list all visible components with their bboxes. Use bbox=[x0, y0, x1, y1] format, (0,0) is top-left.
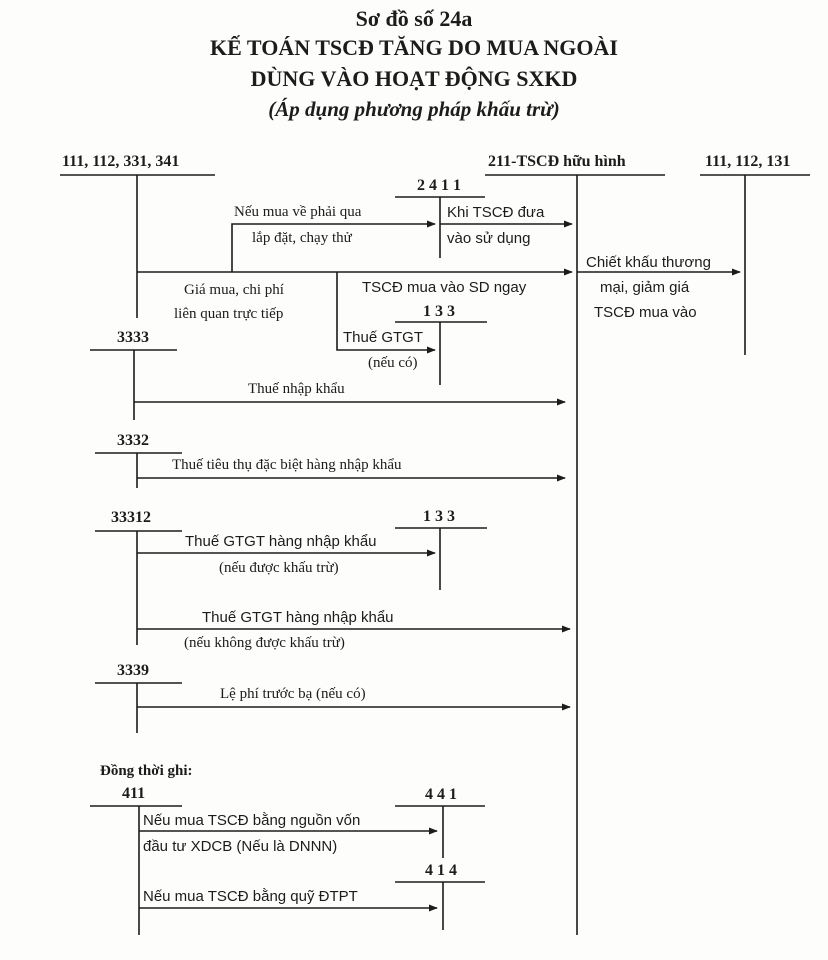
label-excise-tax: Thuế tiêu thụ đặc biệt hàng nhập khẩu bbox=[172, 457, 402, 473]
account-dev-fund-t bbox=[395, 882, 485, 930]
account-refund-label: 111, 112, 131 bbox=[705, 153, 791, 170]
label-import-vat-deductible-line2: (nếu được khấu trừ) bbox=[219, 560, 339, 576]
account-refund-t bbox=[700, 175, 810, 355]
label-vat-line2: (nếu có) bbox=[368, 355, 418, 371]
label-simultaneous: Đồng thời ghi: bbox=[100, 763, 193, 779]
diagram-subtitle: (Áp dụng phương pháp khấu trừ) bbox=[268, 97, 560, 121]
account-excise-tax-t bbox=[95, 453, 182, 488]
label-import-vat-deductible-line1: Thuế GTGT hàng nhập khẩu bbox=[185, 533, 377, 550]
account-vat-mid-t bbox=[395, 528, 487, 590]
account-dev-fund-label: 4 1 4 bbox=[425, 862, 457, 879]
diagram-title-line1: KẾ TOÁN TSCĐ TĂNG DO MUA NGOÀI bbox=[210, 35, 618, 60]
account-import-vat-t bbox=[95, 531, 182, 645]
label-in-use-line2: vào sử dụng bbox=[447, 230, 531, 247]
label-import-vat-nondeductible-line1: Thuế GTGT hàng nhập khẩu bbox=[202, 609, 394, 626]
label-purchase-line1: Giá mua, chi phí bbox=[184, 282, 284, 298]
label-import-vat-nondeductible-line2: (nếu không được khấu trừ) bbox=[184, 635, 345, 651]
account-capital-source-label: 411 bbox=[122, 785, 146, 802]
account-import-tax-t bbox=[90, 350, 177, 420]
label-in-use-line1: Khi TSCĐ đưa bbox=[447, 204, 545, 221]
account-registration-fee-label: 3339 bbox=[117, 662, 149, 679]
label-install-line1: Nếu mua về phải qua bbox=[234, 204, 362, 220]
account-excise-tax-label: 3332 bbox=[117, 432, 149, 449]
account-import-vat-label: 33312 bbox=[111, 509, 151, 526]
label-capital-line2: đầu tư XDCB (Nếu là DNNN) bbox=[143, 838, 338, 855]
label-dev-fund: Nếu mua TSCĐ bằng quỹ ĐTPT bbox=[143, 888, 358, 905]
label-vat-line1: Thuế GTGT bbox=[343, 329, 424, 346]
label-registration-fee: Lệ phí trước bạ (nếu có) bbox=[220, 686, 366, 702]
label-discount-line2: mại, giảm giá bbox=[600, 279, 690, 296]
account-investment-fund-label: 4 4 1 bbox=[425, 786, 457, 803]
label-discount-line3: TSCĐ mua vào bbox=[594, 304, 697, 321]
account-registration-fee-t bbox=[95, 683, 182, 733]
label-capital-line1: Nếu mua TSCĐ bằng nguồn vốn bbox=[143, 812, 361, 829]
account-vat-mid-label: 1 3 3 bbox=[423, 508, 455, 525]
account-cip-label: 2 4 1 1 bbox=[417, 177, 461, 194]
diagram-number: Sơ đồ số 24a bbox=[355, 6, 473, 31]
label-direct-use: TSCĐ mua vào SD ngay bbox=[362, 279, 527, 296]
account-investment-fund-t bbox=[395, 806, 485, 858]
label-import-tax: Thuế nhập khẩu bbox=[248, 381, 345, 397]
diagram-title-line2: DÙNG VÀO HOẠT ĐỘNG SXKD bbox=[250, 66, 578, 91]
account-source-main-label: 111, 112, 331, 341 bbox=[62, 153, 180, 170]
label-install-line2: lắp đặt, chạy thử bbox=[252, 230, 352, 246]
label-purchase-line2: liên quan trực tiếp bbox=[174, 306, 284, 322]
account-fixed-assets-label: 211-TSCĐ hữu hình bbox=[488, 153, 626, 170]
account-vat-top-label: 1 3 3 bbox=[423, 303, 455, 320]
label-discount-line1: Chiết khấu thương bbox=[586, 254, 711, 271]
account-import-tax-label: 3333 bbox=[117, 329, 149, 346]
